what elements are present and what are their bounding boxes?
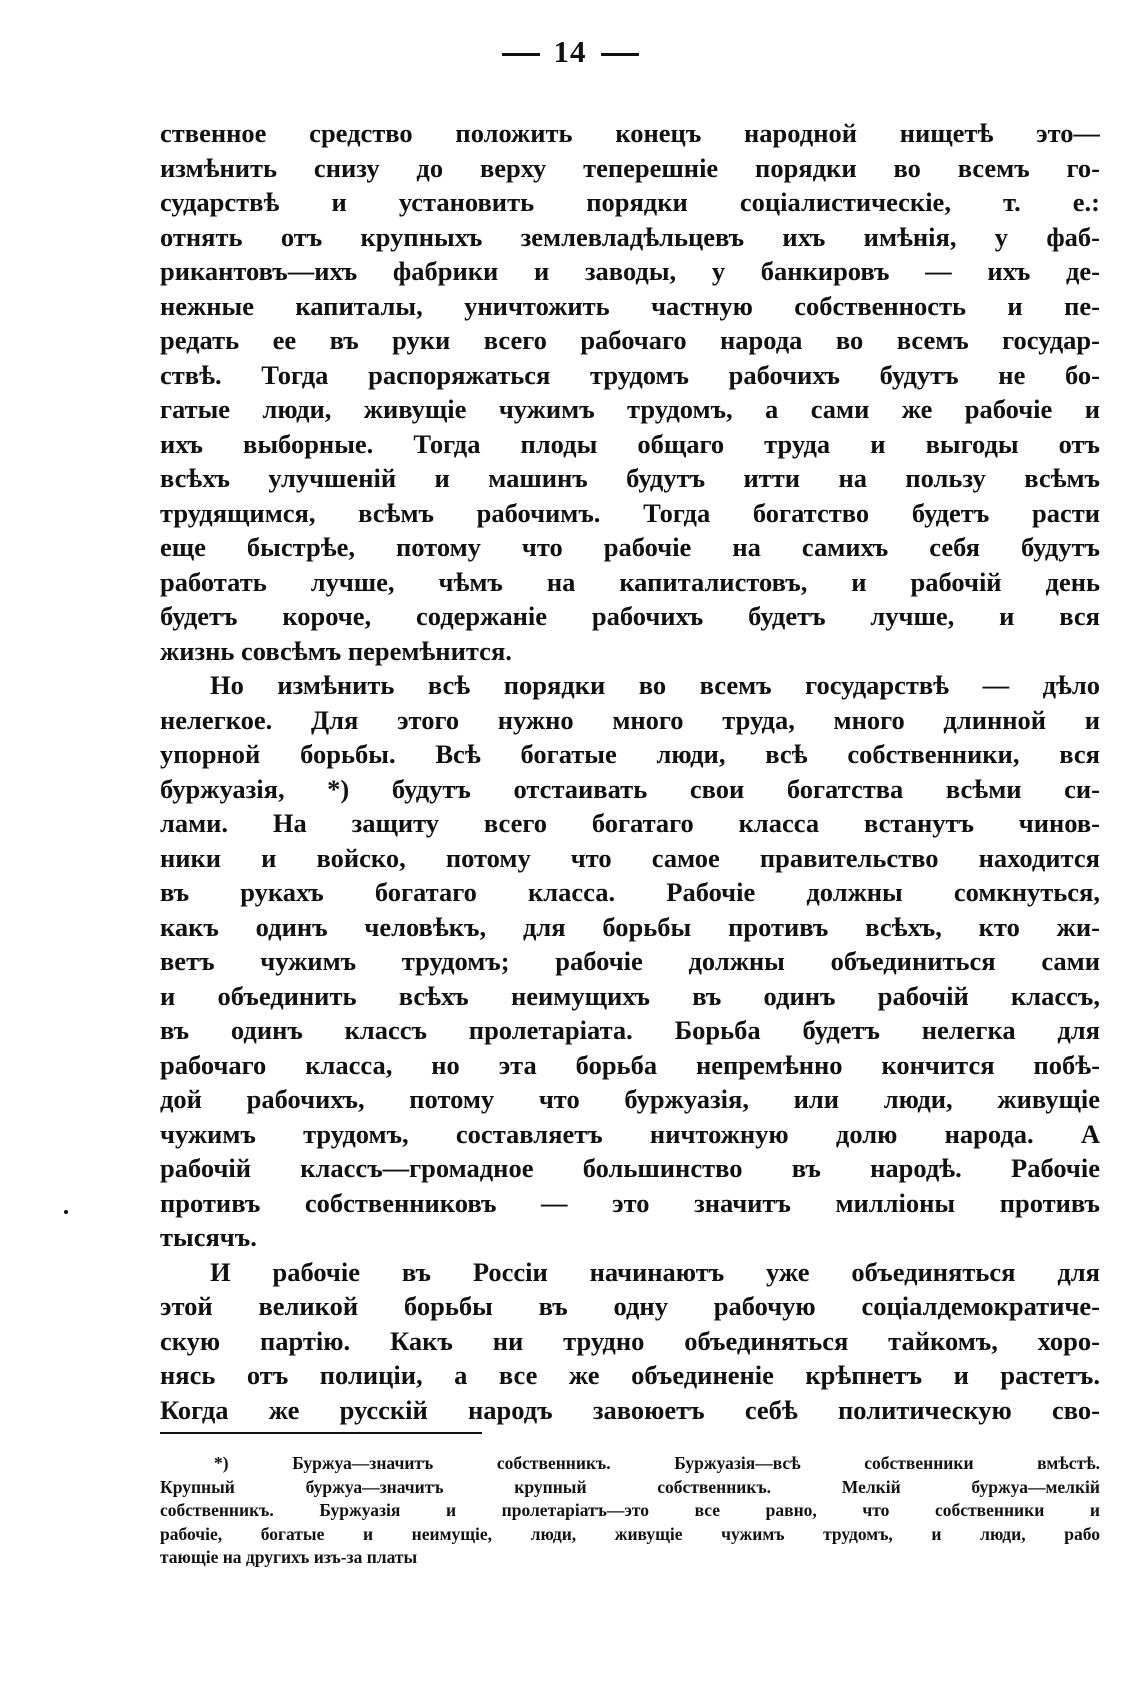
text-line: ники и войско, потому что самое правительство находится [160,842,1100,873]
text-line: трудящимся, всѣмъ рабочимъ. Тогда богатство будетъ расти [160,497,1100,528]
text-line: рикантовъ—ихъ фабрики и заводы, у банкировъ — ихъ де- [160,256,1100,286]
text-line: редать ее въ руки всего рабочаго народа во всемъ государ- [160,325,1100,355]
footnote-line: собственникъ. Буржуазія и пролетаріатъ—это все равно, что собственники и [160,1500,1100,1520]
text-line: этой великой борьбы въ одну рабочую соціалдемократиче- [160,1291,1100,1321]
text-line: буржуазія, *) будутъ отстаивать свои богатства всѣми си- [160,773,1100,804]
text-line: въ рукахъ богатаго класса. Рабочіе должны сомкнуться, [160,877,1100,907]
text-line: рабочій классъ—громадное большинство въ народѣ. Рабочіе [160,1153,1100,1183]
paragraph-first-line: И рабочіе въ Россіи начинаютъ уже объединяться для [210,1256,1100,1287]
text-line: въ одинъ классъ пролетаріата. Борьба будетъ нелегка для [160,1015,1100,1045]
footnote [160,1452,1100,1570]
main-text [160,116,1100,1427]
text-line: нежные капиталы, уничтожить частную собственность и пе- [160,290,1100,321]
text-line: какъ одинъ человѣкъ, для борьбы противъ всѣхъ, кто жи- [160,911,1100,942]
text-line: лами. На защиту всего богатаго класса встанутъ чинов- [160,808,1100,838]
footnote-line: *) Буржуа—значитъ собственникъ. Буржуазія—всѣ собственники вмѣстѣ. [214,1453,1100,1473]
text-line: работать лучше, чѣмъ на капиталистовъ, и рабочій день [160,566,1100,597]
text-line: и объединить всѣхъ неимущихъ въ одинъ рабочій классъ, [160,980,1100,1011]
footnote-divider [160,1432,482,1434]
page-number-value: 14 [553,34,587,69]
text-line: нелегкое. Для этого нужно много труда, много длинной и [160,704,1100,735]
text-line: нясь отъ полиціи, а все же объединеніе крѣпнетъ и растетъ. [160,1360,1100,1390]
page-number [0,34,1140,70]
text-line: противъ собственниковъ — это значитъ милліоны противъ [160,1187,1100,1218]
margin-mark [64,1210,68,1214]
left-dash [502,53,540,56]
footnote-line: рабочіе, богатые и неимущіе, люди, живущіе чужимъ трудомъ, и люди, рабо [160,1523,1100,1544]
footnote-line: тающіе на другихъ изъ-за платы [160,1547,418,1567]
text-line: измѣнить снизу до верху теперешніе порядки во всемъ го- [160,152,1100,183]
text-line: чужимъ трудомъ, составляетъ ничтожную долю народа. А [160,1118,1100,1149]
text-line: упорной борьбы. Всѣ богатые люди, всѣ собственники, вся [160,739,1100,769]
text-line: ветъ чужимъ трудомъ; рабочіе должны объединиться сами [160,946,1100,976]
text-line: еще быстрѣе, потому что рабочіе на самихъ себя будутъ [160,532,1100,562]
text-line: отнять отъ крупныхъ землевладѣльцевъ ихъ имѣнія, у фаб- [160,221,1100,252]
text-line: скую партію. Какъ ни трудно объединяться тайкомъ, хоро- [160,1325,1100,1356]
footnote-line: Крупный буржуа—значитъ крупный собственникъ. Мелкій буржуа—мелкій [160,1476,1100,1497]
text-line: сударствѣ и установить порядки соціалистическіе, т. е.: [160,187,1100,217]
text-line: всѣхъ улучшеній и машинъ будутъ итти на пользу всѣмъ [160,463,1100,493]
text-line: будетъ короче, содержаніе рабочихъ будетъ лучше, и вся [160,601,1100,631]
paragraph-first-line: Но измѣнить всѣ порядки во всемъ государствѣ — дѣло [210,670,1100,700]
text-line: ихъ выборные. Тогда плоды общаго труда и выгоды отъ [160,428,1100,459]
text-line: дой рабочихъ, потому что буржуазія, или люди, живущіе [160,1084,1100,1114]
text-line: ственное средство положить конецъ народной нищетѣ это— [160,118,1100,148]
text-line: рабочаго класса, но эта борьба непремѣнно кончится побѣ- [160,1049,1100,1080]
text-line: ствѣ. Тогда распоряжаться трудомъ рабочихъ будутъ не бо- [160,359,1100,390]
text-line: жизнь совсѣмъ перемѣнится. [160,635,512,666]
right-dash [601,53,639,56]
text-line: тысячъ. [160,1222,257,1252]
text-line: Когда же русскій народъ завоюетъ себѣ политическую сво- [160,1394,1100,1425]
text-line: гатые люди, живущіе чужимъ трудомъ, а сами же рабочіе и [160,394,1100,424]
